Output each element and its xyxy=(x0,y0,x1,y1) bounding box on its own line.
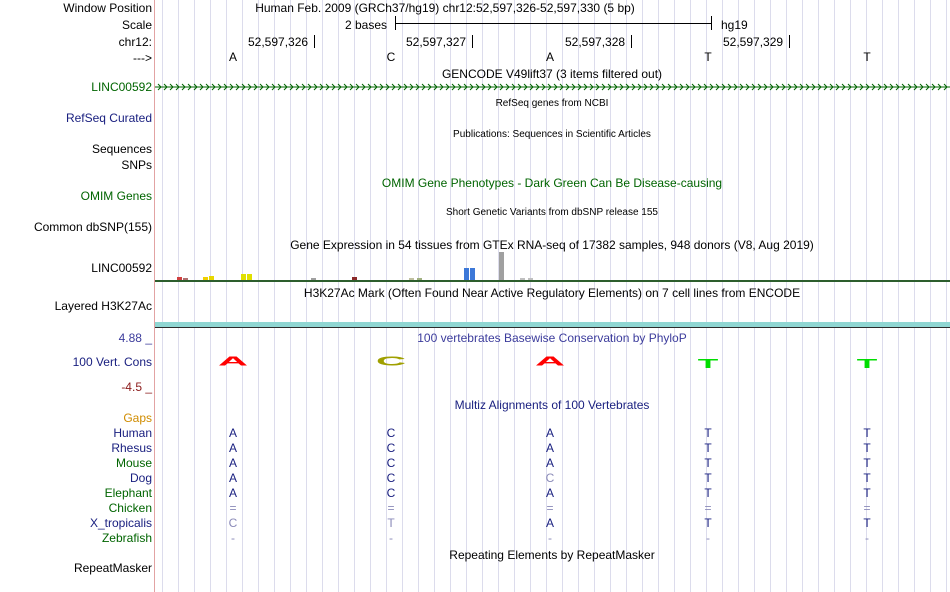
omim-track-title: OMIM Gene Phenotypes - Dark Green Can Be Disease-causing xyxy=(381,176,723,190)
sequences-track-label[interactable]: Sequences xyxy=(91,142,152,156)
coordinate-label: 52,597,328 xyxy=(565,35,626,49)
reference-base: A xyxy=(228,50,238,64)
repeatmasker-track-label[interactable]: RepeatMasker xyxy=(73,561,152,575)
species-label[interactable]: Rhesus xyxy=(111,441,152,455)
alignment-base: T xyxy=(863,486,871,500)
alignment-base: T xyxy=(863,456,871,470)
refseq-track-title: RefSeq genes from NCBI xyxy=(495,98,609,109)
gtex-track-title: Gene Expression in 54 tissues from GTEx RNA-seq of 17382 samples, 948 donors (V8, Aug 2019) xyxy=(290,238,814,252)
alignment-base: - xyxy=(231,531,235,545)
coordinate-tick xyxy=(314,35,315,48)
alignment-base: = xyxy=(229,501,237,515)
alignment-base: T xyxy=(863,441,871,455)
omim-track-label[interactable]: OMIM Genes xyxy=(80,189,152,203)
reference-base: C xyxy=(386,50,396,64)
window-position-value: Human Feb. 2009 (GRCh37/hg19) chr12:52,597,326-52,597,330 (5 bp) xyxy=(255,1,635,15)
h3k27ac-track-label[interactable]: Layered H3K27Ac xyxy=(54,299,152,313)
gencode-track-title: GENCODE V49lift37 (3 items filtered out) xyxy=(441,67,663,81)
species-label[interactable]: Elephant xyxy=(104,486,152,500)
alignment-base: A xyxy=(545,516,555,530)
alignment-base: - xyxy=(865,531,869,545)
alignment-base: - xyxy=(389,531,393,545)
alignment-base: C xyxy=(228,516,238,530)
alignment-base: C xyxy=(386,456,396,470)
alignment-base: T xyxy=(704,516,712,530)
alignment-base: C xyxy=(386,471,396,485)
phylop-max-label: 4.88 _ xyxy=(118,331,152,345)
scale-bar-right-tick xyxy=(711,16,712,30)
species-label[interactable]: Chicken xyxy=(108,501,152,515)
alignment-base: A xyxy=(545,486,555,500)
phylop-base-logo: A xyxy=(534,355,566,369)
reference-base: T xyxy=(863,50,871,64)
track-data-area[interactable] xyxy=(155,0,950,592)
alignment-base: - xyxy=(548,531,552,545)
species-label[interactable]: Human xyxy=(113,426,152,440)
snps-track-label[interactable]: SNPs xyxy=(121,158,152,172)
coordinate-label: 52,597,329 xyxy=(723,35,784,49)
gencode-gene-line[interactable] xyxy=(155,83,950,91)
h3k27ac-track-title: H3K27Ac Mark (Often Found Near Active Regulatory Elements) on 7 cell lines from ENCODE xyxy=(303,286,801,300)
phylop-base-logo: T xyxy=(697,356,719,371)
coordinate-tick xyxy=(789,35,790,48)
alignment-base: C xyxy=(545,471,555,485)
gtex-tissue-bar[interactable] xyxy=(464,268,469,280)
alignment-base: = xyxy=(546,501,554,515)
alignment-base: T xyxy=(863,516,871,530)
repeatmasker-track-title: Repeating Elements by RepeatMasker xyxy=(449,548,655,562)
scale-bar-text: 2 bases xyxy=(345,18,388,32)
scale-bar-left-tick xyxy=(395,16,396,30)
alignment-base: T xyxy=(704,486,712,500)
phylop-min-label: -4.5 _ xyxy=(121,380,152,394)
phylop-track-title: 100 vertebrates Basewise Conservation by PhyloP xyxy=(417,331,687,345)
alignment-base: T xyxy=(387,516,395,530)
alignment-base: A xyxy=(228,486,238,500)
gtex-baseline xyxy=(155,280,950,282)
dbsnp-track-title: Short Genetic Variants from dbSNP release 155 xyxy=(446,207,658,218)
alignment-base: C xyxy=(386,426,396,440)
alignment-base: T xyxy=(863,471,871,485)
chrom-label: chr12: xyxy=(118,35,152,49)
alignment-base: A xyxy=(228,426,238,440)
alignment-base: A xyxy=(545,441,555,455)
phylop-base-logo: C xyxy=(375,355,407,369)
strand-label: ---> xyxy=(133,51,152,65)
alignment-base: T xyxy=(704,441,712,455)
species-label[interactable]: X_tropicalis xyxy=(89,516,152,530)
species-label[interactable]: Mouse xyxy=(115,456,152,470)
scale-label: Scale xyxy=(121,18,152,32)
gtex-expression-bars[interactable] xyxy=(155,252,950,282)
alignment-base: A xyxy=(545,426,555,440)
alignment-base: = xyxy=(704,501,712,515)
alignment-base: - xyxy=(706,531,710,545)
phylop-base-logo: T xyxy=(856,356,878,371)
alignment-base: T xyxy=(704,426,712,440)
gaps-label: Gaps xyxy=(123,411,152,425)
multiz-track-title: Multiz Alignments of 100 Vertebrates xyxy=(454,398,650,412)
publications-track-title: Publications: Sequences in Scientific Articles xyxy=(453,129,651,140)
gtex-tissue-bar[interactable] xyxy=(470,268,475,280)
alignment-base: C xyxy=(386,441,396,455)
h3k27ac-baseline xyxy=(155,327,950,328)
alignment-base: C xyxy=(386,486,396,500)
scale-bar xyxy=(395,23,712,24)
alignment-base: A xyxy=(228,456,238,470)
gtex-tissue-bar[interactable] xyxy=(499,252,504,280)
alignment-base: A xyxy=(228,471,238,485)
alignment-base: = xyxy=(863,501,871,515)
track-label-column xyxy=(0,0,154,592)
species-label[interactable]: Zebrafish xyxy=(101,531,152,545)
alignment-base: A xyxy=(228,441,238,455)
reference-base: A xyxy=(545,50,555,64)
cons-track-label[interactable]: 100 Vert. Cons xyxy=(72,355,152,369)
reference-base: T xyxy=(704,50,712,64)
common-dbsnp-track-label[interactable]: Common dbSNP(155) xyxy=(33,220,152,234)
coordinate-label: 52,597,327 xyxy=(406,35,467,49)
alignment-base: = xyxy=(387,501,395,515)
gtex-track-label[interactable]: LINC00592 xyxy=(91,261,152,275)
alignment-base: T xyxy=(704,456,712,470)
alignment-base: A xyxy=(545,456,555,470)
alignment-base: T xyxy=(863,426,871,440)
assembly-label: hg19 xyxy=(721,18,748,32)
species-label[interactable]: Dog xyxy=(129,471,152,485)
gencode-track-label[interactable]: LINC00592 xyxy=(91,80,152,94)
coordinate-label: 52,597,326 xyxy=(248,35,309,49)
phylop-base-logo: A xyxy=(217,355,249,369)
coordinate-tick xyxy=(631,35,632,48)
window-position-label: Window Position xyxy=(63,1,152,15)
refseq-track-label[interactable]: RefSeq Curated xyxy=(65,111,152,125)
alignment-base: T xyxy=(704,471,712,485)
coordinate-tick xyxy=(472,35,473,48)
